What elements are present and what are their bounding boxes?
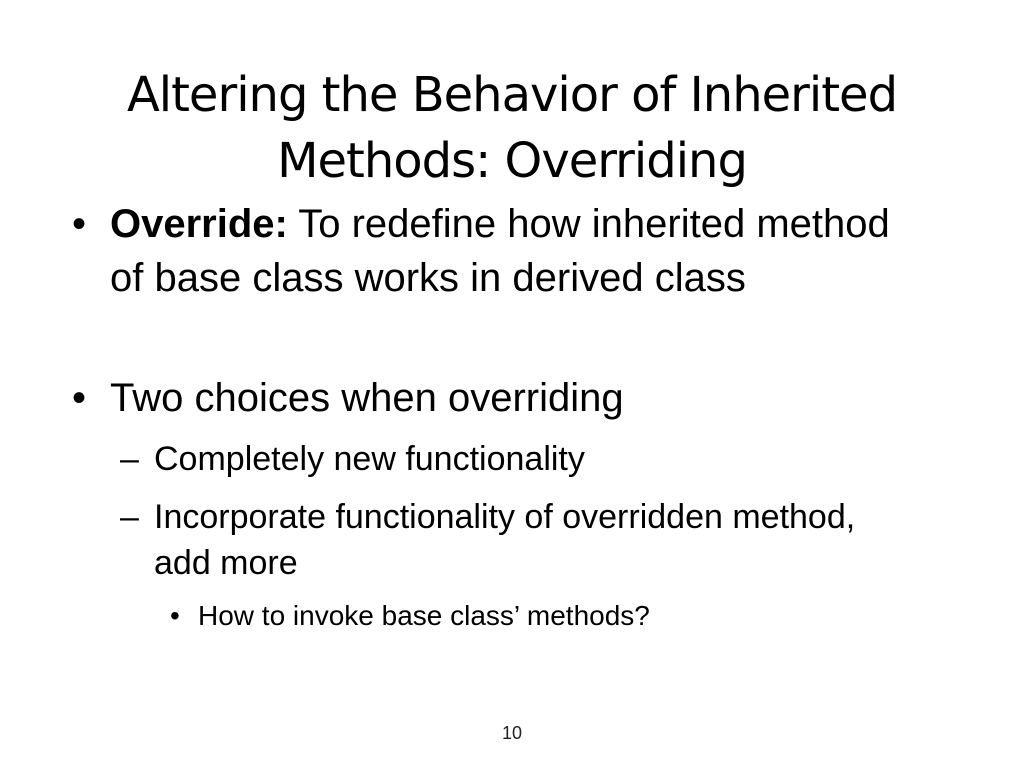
sub-bullet-marker: – bbox=[120, 498, 139, 536]
page-number: 10 bbox=[501, 723, 523, 743]
third-level-bullet-base-methods bbox=[170, 598, 898, 634]
bullet-marker: • bbox=[72, 376, 87, 420]
sub-bullet-text: Completely new functionality bbox=[154, 440, 585, 478]
sub-bullet-marker: – bbox=[120, 440, 139, 478]
bullet-marker: • bbox=[72, 202, 87, 246]
bullet-text: Two choices when overriding bbox=[110, 376, 624, 420]
bullet-term: Override: bbox=[110, 202, 288, 246]
bullet-override-definition bbox=[72, 197, 910, 305]
third-level-bullet-text: How to invoke base class’ methods? bbox=[198, 600, 650, 631]
slide-title: Altering the Behavior of Inherited Methods: Overriding bbox=[126, 67, 898, 190]
bullet-text: To redefine how inherited method of base class works in derived class bbox=[110, 202, 890, 300]
sub-bullet-new-functionality bbox=[120, 436, 874, 482]
sub-bullet-incorporate-functionality bbox=[120, 494, 874, 586]
sub-bullet-text: Incorporate functionality of overridden method, add more bbox=[154, 498, 856, 582]
third-level-bullet-marker: • bbox=[170, 600, 180, 631]
bullet-two-choices bbox=[72, 371, 910, 425]
